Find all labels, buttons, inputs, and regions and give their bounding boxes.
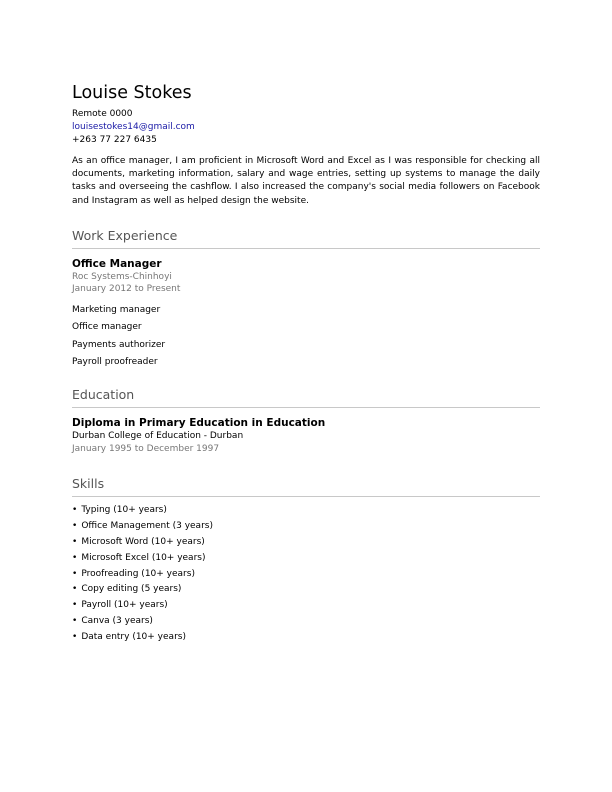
section-title-work: Work Experience xyxy=(72,228,540,249)
section-title-skills: Skills xyxy=(72,476,540,497)
candidate-name: Louise Stokes xyxy=(72,83,192,103)
duty-item: Office manager xyxy=(72,322,142,333)
degree-title: Diploma in Primary Education in Education xyxy=(72,417,326,430)
work-experience-section xyxy=(72,228,540,372)
summary: As an office manager, I am proficient in Microsoft Word and Excel as I was responsible for checking all documents, marketing information, salary and wage entries, setting up systems to manage the daily tasks and overseeing the cashflow. I also increased the company's social media followers on Facebook and Instagram as well as helped design the website. xyxy=(72,156,540,206)
school-name: Durban College of Education - Durban xyxy=(72,431,244,442)
skills-section xyxy=(72,476,540,645)
skill-item: • Copy editing (5 years) xyxy=(72,582,540,598)
duty-item: Payroll proofreader xyxy=(72,357,158,368)
skill-item: • Data entry (10+ years) xyxy=(72,630,540,646)
skill-item: • Payroll (10+ years) xyxy=(72,598,540,614)
education-section xyxy=(72,387,540,455)
education-dates: January 1995 to December 1997 xyxy=(72,443,220,454)
job-dates: January 2012 to Present xyxy=(72,284,181,295)
section-title-education: Education xyxy=(72,387,540,408)
job-company: Roc Systems-Chinhoyi xyxy=(72,271,172,282)
job-title: Office Manager xyxy=(72,257,162,270)
duty-item: Payments authorizer xyxy=(72,339,166,350)
skill-item: • Typing (10+ years) xyxy=(72,503,540,519)
email-link[interactable]: louisestokes14@gmail.com xyxy=(72,122,195,132)
skill-item: • Proofreading (10+ years) xyxy=(72,567,540,583)
duty-item: Marketing manager xyxy=(72,304,161,315)
skill-item: • Canva (3 years) xyxy=(72,614,540,630)
skills-list xyxy=(72,503,540,645)
location: Remote 0000 xyxy=(72,109,133,119)
skill-item: • Office Management (3 years) xyxy=(72,519,540,535)
resume-page xyxy=(72,82,540,646)
job-duties xyxy=(72,302,540,372)
skill-item: • Microsoft Word (10+ years) xyxy=(72,535,540,551)
phone-number: +263 77 227 6435 xyxy=(72,135,157,145)
skill-item: • Microsoft Excel (10+ years) xyxy=(72,551,540,567)
